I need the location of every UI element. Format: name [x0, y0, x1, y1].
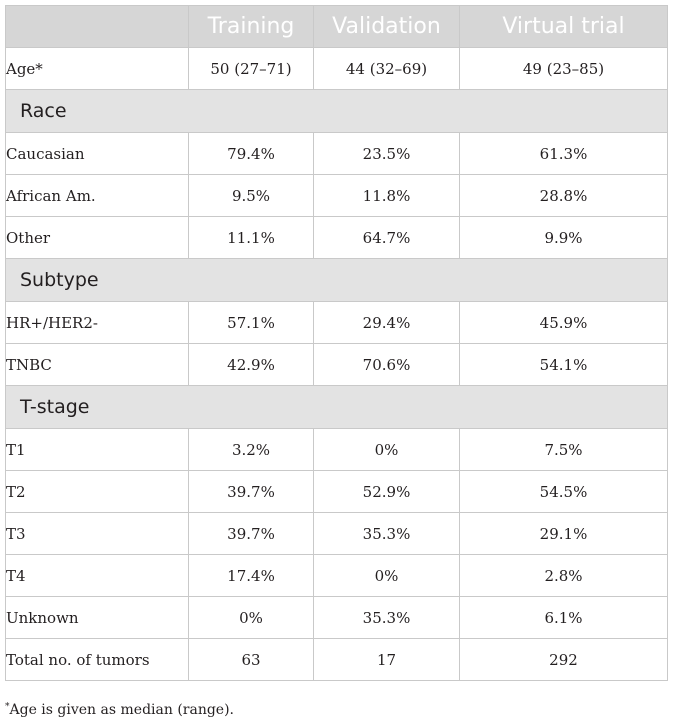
footnote-text: Age is given as median (range). — [9, 702, 234, 718]
cell-validation: 35.3% — [314, 513, 460, 555]
section-header-race — [6, 90, 668, 133]
table-row-african-am — [6, 175, 668, 217]
row-label: Caucasian — [6, 133, 189, 175]
cell-training: 0% — [189, 597, 314, 639]
cell-virtual-trial: 54.1% — [460, 344, 668, 386]
row-label: Other — [6, 217, 189, 259]
column-header-validation: Validation — [314, 6, 460, 48]
cell-validation: 35.3% — [314, 597, 460, 639]
cell-validation: 64.7% — [314, 217, 460, 259]
table-row-tnbc — [6, 344, 668, 386]
table-row-other — [6, 217, 668, 259]
section-title: Race — [6, 90, 668, 133]
table-footnote — [5, 702, 234, 718]
cell-training: 79.4% — [189, 133, 314, 175]
header-row — [6, 6, 668, 48]
cell-virtual-trial: 49 (23–85) — [460, 48, 668, 90]
cell-training: 39.7% — [189, 513, 314, 555]
cell-virtual-trial: 6.1% — [460, 597, 668, 639]
cell-training: 3.2% — [189, 429, 314, 471]
table-row-age — [6, 48, 668, 90]
table-row-t2 — [6, 471, 668, 513]
section-header-t-stage — [6, 386, 668, 429]
cell-validation: 0% — [314, 429, 460, 471]
cell-training: 11.1% — [189, 217, 314, 259]
cell-validation: 11.8% — [314, 175, 460, 217]
cell-validation: 52.9% — [314, 471, 460, 513]
cell-training: 9.5% — [189, 175, 314, 217]
cell-virtual-trial: 7.5% — [460, 429, 668, 471]
cell-virtual-trial: 54.5% — [460, 471, 668, 513]
column-header-virtual-trial: Virtual trial — [460, 6, 668, 48]
cell-virtual-trial: 45.9% — [460, 302, 668, 344]
cell-validation: 29.4% — [314, 302, 460, 344]
cell-training: 17.4% — [189, 555, 314, 597]
cell-validation: 17 — [314, 639, 460, 681]
cell-validation: 44 (32–69) — [314, 48, 460, 90]
demographics-table — [5, 5, 668, 681]
row-label: African Am. — [6, 175, 189, 217]
row-label: TNBC — [6, 344, 189, 386]
cell-validation: 70.6% — [314, 344, 460, 386]
table-row-unknown — [6, 597, 668, 639]
row-label: Age* — [6, 48, 189, 90]
cell-virtual-trial: 292 — [460, 639, 668, 681]
column-header-training: Training — [189, 6, 314, 48]
table-row-total — [6, 639, 668, 681]
cell-virtual-trial: 28.8% — [460, 175, 668, 217]
table-row-t1 — [6, 429, 668, 471]
cell-virtual-trial: 9.9% — [460, 217, 668, 259]
cell-training: 39.7% — [189, 471, 314, 513]
row-label: T1 — [6, 429, 189, 471]
row-label: Total no. of tumors — [6, 639, 189, 681]
cell-virtual-trial: 2.8% — [460, 555, 668, 597]
cell-training: 42.9% — [189, 344, 314, 386]
cell-virtual-trial: 61.3% — [460, 133, 668, 175]
cell-training: 63 — [189, 639, 314, 681]
row-label: T4 — [6, 555, 189, 597]
footnote-marker: * — [5, 702, 10, 712]
cell-validation: 0% — [314, 555, 460, 597]
row-label: T3 — [6, 513, 189, 555]
section-header-subtype — [6, 259, 668, 302]
cell-virtual-trial: 29.1% — [460, 513, 668, 555]
row-label: T2 — [6, 471, 189, 513]
section-title: Subtype — [6, 259, 668, 302]
table-row-t3 — [6, 513, 668, 555]
table-row-t4 — [6, 555, 668, 597]
header-blank-cell — [6, 6, 189, 48]
table-row-hr-her2 — [6, 302, 668, 344]
cell-training: 50 (27–71) — [189, 48, 314, 90]
section-title: T-stage — [6, 386, 668, 429]
row-label: HR+/HER2- — [6, 302, 189, 344]
cell-validation: 23.5% — [314, 133, 460, 175]
table-row-caucasian — [6, 133, 668, 175]
row-label: Unknown — [6, 597, 189, 639]
cell-training: 57.1% — [189, 302, 314, 344]
